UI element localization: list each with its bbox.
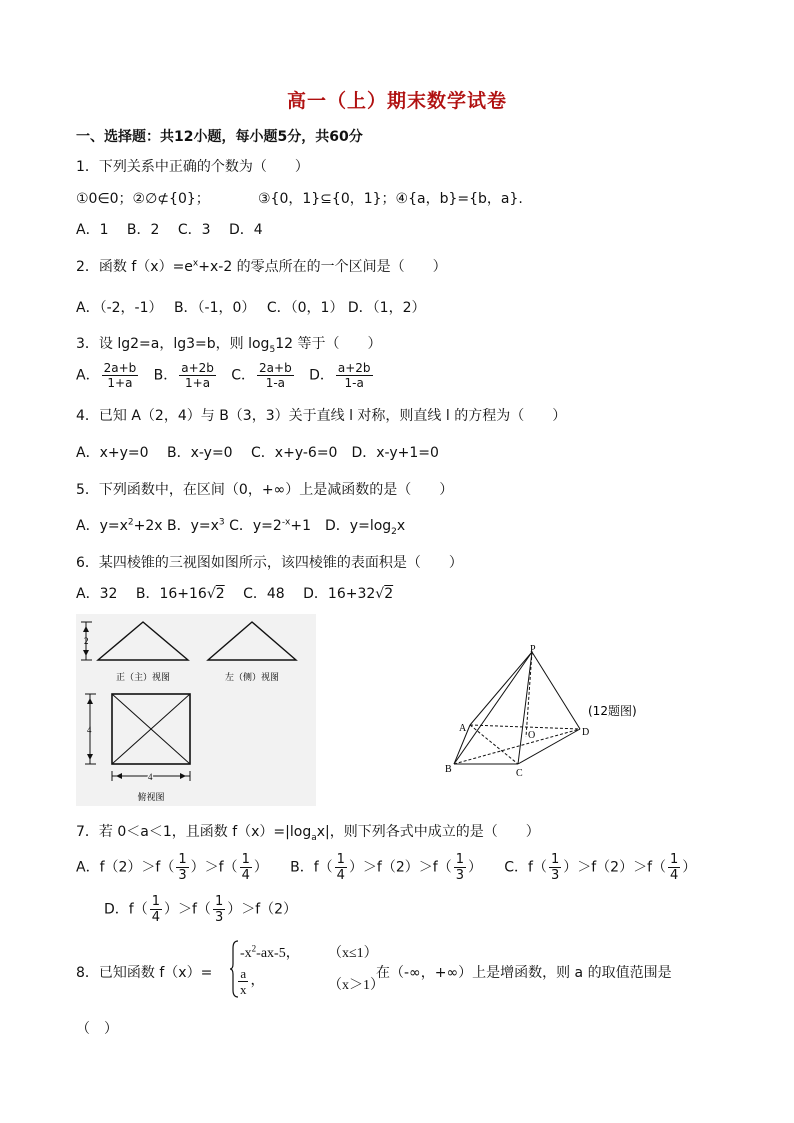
dim-2-label: 2 <box>84 636 89 646</box>
question-8-stem-end: 在（-∞，+∞）上是增函数，则 a 的取值范围是 <box>376 965 672 981</box>
point-b-label: B <box>445 764 452 775</box>
question-2-stem: 2．函数 $f(x)=e^x+x-2$ 的零点所在的一个区间是（ ） <box>76 258 447 275</box>
piece-1-expression: $-x^2-ax-5$， <box>240 943 300 961</box>
piece-2-condition: （x＞1） <box>328 978 384 993</box>
point-a-label: A <box>459 723 467 734</box>
question-5-options: A．$y=x^2+2x$ B．$y=x^3$ C．$y=2^{-x}+1$ D．$y=\log_2x$ <box>76 517 406 537</box>
question-3-options: A． $\frac{2a+b}{1+a}$ B． $\frac{a+2b}{1+a}$ C． $\frac{2a+b}{1-a}$ D． $\frac{a+2b}{1-a}$ <box>76 361 371 390</box>
question-4-options: A．x+y=0 B．x-y=0 C．x+y-6=0 D．x-y+1=0 <box>76 445 439 461</box>
sqrt-sign: √2 <box>375 586 394 602</box>
piece-2-expression: $\frac{a}{x}$ ， <box>240 966 265 997</box>
question-7-options-row2: D．f（ $\frac{1}{4}$ ）＞f（ $\frac{1}{3}$ ）＞f（2） <box>104 894 298 925</box>
piece-1-condition: （x≤1） <box>328 946 378 961</box>
dim-4-horizontal-label: 4 <box>148 772 153 782</box>
three-view-figure <box>76 614 316 806</box>
question-1-stem: 1．下列关系中正确的个数为（ ） <box>76 159 309 175</box>
point-c-label: C <box>516 768 523 779</box>
question-4-stem: 4．已知 A（2，4）与 B（3，3）关于直线 l 对称，则直线 l 的方程为（ ） <box>76 408 567 424</box>
dim-4-vertical-label: 4 <box>87 725 92 735</box>
question-1-options: A．1 B．2 C．3 D．4 <box>76 222 263 238</box>
section-heading-choice: 一、选择题：共12小题，每小题5分，共60分 <box>76 129 363 145</box>
point-d-label: D <box>582 727 590 738</box>
question-3-stem: 3．设 lg2=a，lg3=b，则 $\log_512$ 等于（ ） <box>76 336 382 355</box>
question-2-options: A．（-2，-1） B．（-1，0） C．（0，1） D．（1，2） <box>76 300 426 316</box>
question-6-stem: 6．某四棱锥的三视图如图所示，该四棱锥的表面积是（ ） <box>76 555 463 571</box>
question-8-answer-paren: （ ） <box>76 1021 118 1037</box>
question-1-statements-a: ①0∈0；②∅⊄{0}； <box>76 191 210 207</box>
front-view-label: 正（主）视图 <box>115 673 171 683</box>
pyramid-figure <box>440 640 670 780</box>
top-view-label: 俯视图 <box>137 793 165 803</box>
sqrt-sign: √2 <box>206 586 225 602</box>
question-5-stem: 5．下列函数中，在区间（0，+∞）上是减函数的是（ ） <box>76 482 454 498</box>
question-6-options: A．32 B．16+16√2 C．48 D．16+32√2 <box>76 586 394 602</box>
page-title: 高一（上）期末数学试卷 <box>286 90 507 112</box>
side-view-label: 左（侧）视图 <box>224 673 280 683</box>
point-o-label: O <box>528 730 536 741</box>
question-1-statements-b: ③{0，1}⊆{0，1}；④{a，b}={b，a}. <box>258 191 523 207</box>
question-7-options-row1: A．f（2）＞f（ $\frac{1}{3}$ ）＞f（ $\frac{1}{4}$ ） B．f（ $\frac{1}{4}$ ）＞f（2）＞f（ $\frac{1}{3}$ ） C．f（ $\frac{1}{3}$ ）＞f（2）＞f（ $\frac{1}{4}$ ） <box>76 852 697 883</box>
question-8-stem-start: 8．已知函数 f（x）= <box>76 965 213 981</box>
question-7-stem: 7．若 0＜a＜1，且函数 $f(x)=|\log_ax|$，则下列各式中成立的是（ ） <box>76 824 540 843</box>
pyramid-caption: (12题图) <box>588 704 637 718</box>
point-p-label: P <box>530 644 536 655</box>
